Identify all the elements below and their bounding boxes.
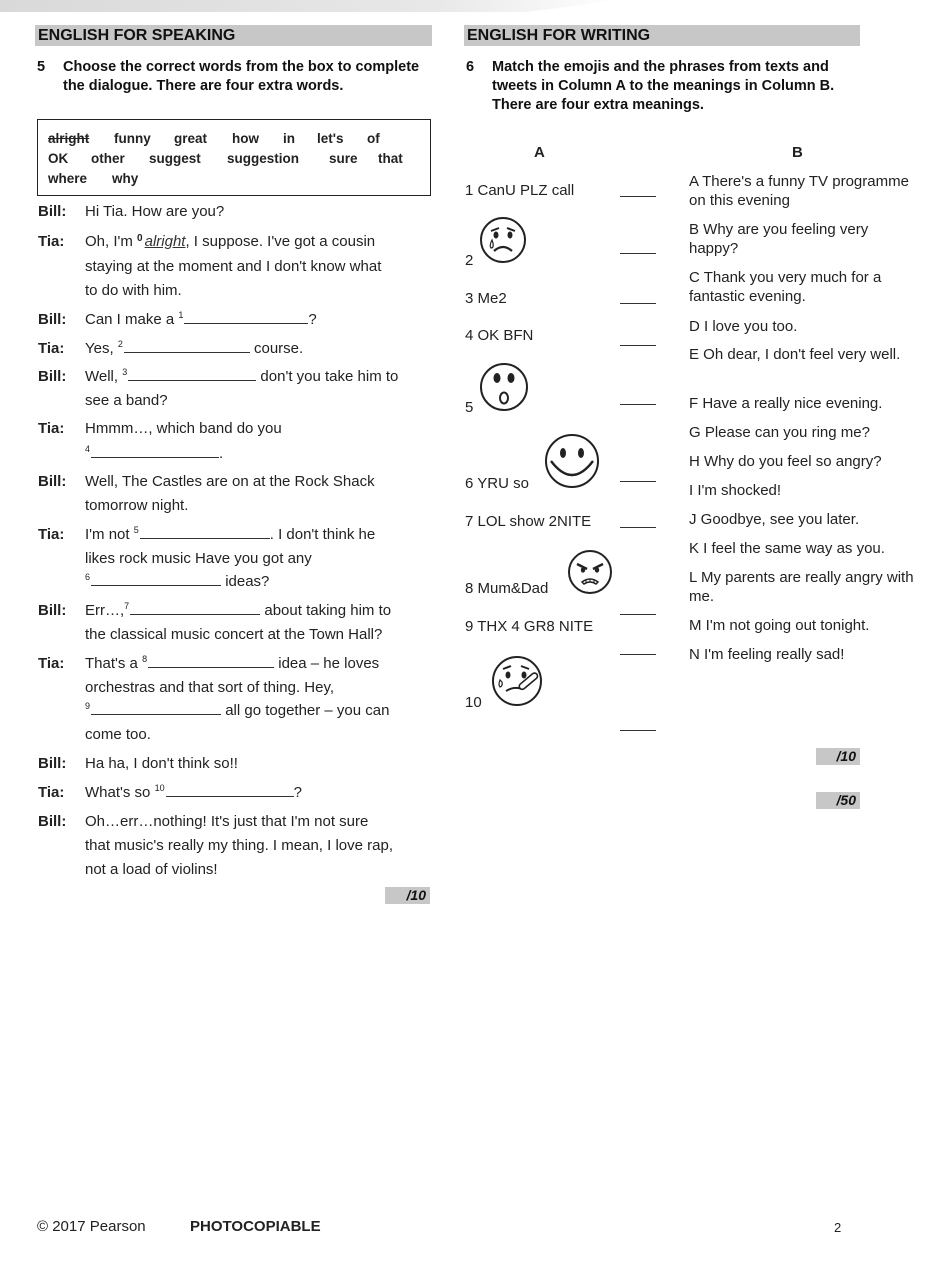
- line-text: Yes,: [85, 340, 114, 357]
- speaker-label: Bill:: [38, 311, 67, 328]
- line-text: .: [219, 445, 224, 462]
- word-box-item: why: [112, 171, 139, 186]
- match-answer-line[interactable]: [620, 253, 656, 254]
- column-b-item: D I love you too.: [689, 318, 798, 335]
- total-score-box: /50: [816, 792, 860, 809]
- dialogue-line: tomorrow night.: [85, 497, 189, 514]
- speaking-score-box: /10: [385, 887, 430, 904]
- word-box: [37, 119, 431, 196]
- match-answer-line[interactable]: [620, 303, 656, 304]
- column-a-item: 10: [465, 694, 482, 711]
- dialogue-line: see a band?: [85, 392, 168, 409]
- column-b-item: F Have a really nice evening.: [689, 395, 883, 412]
- gap-number: 8: [142, 654, 148, 664]
- answer-blank-6[interactable]: [91, 574, 221, 586]
- dialogue-line: orchestras and that sort of thing. Hey,: [85, 679, 335, 696]
- line-text: . I don't think he: [269, 526, 376, 543]
- speaker-label: Tia:: [38, 233, 65, 250]
- column-b-header: B: [792, 144, 803, 161]
- dialogue-line: staying at the moment and I don't know what: [85, 258, 382, 275]
- line-text: I'm not: [85, 526, 130, 543]
- answer-blank-8[interactable]: [148, 656, 274, 668]
- line-text: , I suppose. I've got a cousin: [185, 233, 376, 250]
- exercise-5-number: 5: [37, 59, 46, 75]
- speaker-label: Bill:: [38, 473, 67, 490]
- column-b-item: A There's a funny TV programme on this evening: [689, 173, 909, 209]
- speaker-label: Tia:: [38, 526, 65, 543]
- match-answer-line[interactable]: [620, 527, 656, 528]
- speaker-label: Bill:: [38, 203, 67, 220]
- gap-number: 10: [154, 783, 165, 793]
- line-text: ?: [293, 784, 302, 801]
- word-box-item: how: [232, 131, 259, 146]
- line-text: about taking him to: [264, 602, 392, 619]
- gap-number: 6: [85, 572, 91, 582]
- line-text: Oh, I'm: [85, 233, 133, 250]
- column-b-item: K I feel the same way as you.: [689, 540, 885, 557]
- word-box-item: OK: [48, 151, 69, 166]
- dialogue-line: the classical music concert at the Town Hall?: [85, 626, 383, 643]
- smiling-face-icon: [543, 433, 601, 489]
- speaker-label: Tia:: [38, 655, 65, 672]
- dialogue-line: [85, 784, 302, 801]
- answer-blank-1[interactable]: [184, 312, 308, 324]
- column-a-item: 4 OK BFN: [465, 327, 534, 344]
- dialogue-line: [85, 702, 389, 719]
- line-text: ?: [308, 311, 317, 328]
- column-a-item: 3 Me2: [465, 290, 507, 307]
- word-box-item: great: [174, 131, 208, 146]
- column-a-item: 1 CanU PLZ call: [465, 182, 575, 199]
- gap-number: 0: [137, 233, 143, 244]
- line-text: ideas?: [225, 573, 270, 590]
- sad-face-icon: [478, 216, 528, 264]
- column-a-item: 8 Mum&Dad: [465, 580, 549, 597]
- column-b-item: E Oh dear, I don't feel very well.: [689, 346, 901, 363]
- answer-blank-7[interactable]: [130, 603, 260, 615]
- line-text: That's a: [85, 655, 138, 672]
- column-a-item: 6 YRU so: [465, 475, 529, 492]
- word-box-item: other: [91, 151, 125, 166]
- copyright-notice: © 2017 Pearson: [37, 1218, 146, 1235]
- speaker-label: Bill:: [38, 755, 67, 772]
- gap-number: 3: [122, 367, 128, 377]
- line-text: Well,: [85, 368, 119, 385]
- speaker-label: Tia:: [38, 784, 65, 801]
- dialogue-line: [85, 445, 223, 462]
- match-answer-line[interactable]: [620, 654, 656, 655]
- word-box-item: suggest: [149, 151, 201, 166]
- column-b-item: H Why do you feel so angry?: [689, 453, 882, 470]
- word-box-item: let's: [317, 131, 344, 146]
- dialogue-line: [85, 602, 391, 619]
- column-a-item: 9 THX 4 GR8 NITE: [465, 618, 594, 635]
- word-box-item: that: [378, 151, 403, 166]
- angry-face-icon: [566, 549, 614, 595]
- writing-section-header: ENGLISH FOR WRITING: [464, 25, 860, 46]
- line-text: all go together – you can: [225, 702, 390, 719]
- column-a-item: 7 LOL show 2NITE: [465, 513, 592, 530]
- answer-blank-4[interactable]: [91, 446, 219, 458]
- dialogue-line: Hi Tia. How are you?: [85, 203, 225, 220]
- word-box-item: sure: [329, 151, 358, 166]
- speaker-label: Bill:: [38, 813, 67, 830]
- dialogue-line: not a load of violins!: [85, 861, 218, 878]
- photocopiable-label: PHOTOCOPIABLE: [190, 1218, 321, 1235]
- gap-number: 5: [133, 525, 139, 535]
- answer-blank-10[interactable]: [166, 785, 294, 797]
- column-b-item: C Thank you very much for a fantastic evening.: [689, 269, 882, 305]
- match-answer-line[interactable]: [620, 404, 656, 405]
- speaker-label: Tia:: [38, 340, 65, 357]
- answer-blank-3[interactable]: [128, 369, 256, 381]
- dialogue-line: Oh…err…nothing! It's just that I'm not sure: [85, 813, 369, 830]
- exercise-5-text: Choose the correct words from the box to complete the dialogue. There are four extra words.: [63, 59, 420, 94]
- speaker-label: Bill:: [38, 602, 67, 619]
- dialogue-line: that music's really my thing. I mean, I love rap,: [85, 837, 393, 854]
- dialogue-line: come too.: [85, 726, 151, 743]
- column-a-item: 5: [465, 399, 474, 416]
- word-box-item: funny: [114, 131, 151, 146]
- dialogue-line: [85, 233, 375, 250]
- gap-number: 9: [85, 701, 91, 711]
- dialogue-line: [85, 340, 303, 357]
- column-a-item: 2: [465, 252, 474, 269]
- gap-number: 1: [178, 310, 184, 320]
- line-text: Err…,: [85, 602, 125, 619]
- exercise-5-instruction: [37, 58, 437, 118]
- dialogue-line: [85, 311, 317, 328]
- dialogue-line: likes rock music Have you got any: [85, 550, 312, 567]
- example-answer: alright: [144, 233, 186, 250]
- dialogue-line: [85, 526, 375, 543]
- answer-blank-5[interactable]: [140, 527, 270, 539]
- word-box-item: in: [283, 131, 295, 146]
- column-b-item: M I'm not going out tonight.: [689, 617, 870, 634]
- dialogue-line: Ha ha, I don't think so!!: [85, 755, 238, 772]
- dialogue-line: [85, 573, 269, 590]
- page-number: 2: [834, 1220, 842, 1235]
- speaking-section-header: ENGLISH FOR SPEAKING: [35, 25, 432, 46]
- writing-score-box: /10: [816, 748, 860, 765]
- answer-blank-9[interactable]: [91, 703, 221, 715]
- dialogue-line: [85, 368, 398, 385]
- exercise-6-number: 6: [466, 59, 475, 75]
- speaker-label: Bill:: [38, 368, 67, 385]
- gap-number: 4: [85, 444, 91, 454]
- dialogue-line: Well, The Castles are on at the Rock Shack: [85, 473, 375, 490]
- match-answer-line[interactable]: [620, 614, 656, 615]
- answer-blank-2[interactable]: [124, 341, 250, 353]
- match-answer-line[interactable]: [620, 481, 656, 482]
- exercise-6-instruction: [466, 58, 876, 118]
- match-answer-line[interactable]: [620, 345, 656, 346]
- column-b-item: B Why are you feeling very happy?: [689, 221, 869, 257]
- column-b-item: I I'm shocked!: [689, 482, 782, 499]
- line-text: course.: [254, 340, 304, 357]
- line-text: don't you take him to: [260, 368, 399, 385]
- column-b-item: J Goodbye, see you later.: [689, 511, 860, 528]
- gap-number: 2: [117, 339, 123, 349]
- word-box-item: alright: [48, 131, 90, 146]
- top-edge-shadow: [0, 0, 620, 12]
- sick-face-icon: [488, 653, 546, 709]
- speaker-label: Tia:: [38, 420, 65, 437]
- dialogue-line: to do with him.: [85, 282, 182, 299]
- column-b-item: L My parents are really angry with me.: [689, 569, 914, 605]
- dialogue-line: [85, 655, 379, 672]
- column-b-item: N I'm feeling really sad!: [689, 646, 845, 663]
- shocked-face-icon: [478, 362, 530, 412]
- dialogue-line: Hmmm…, which band do you: [85, 420, 282, 437]
- word-box-item: of: [367, 131, 380, 146]
- column-a-header: A: [534, 144, 545, 161]
- match-answer-line[interactable]: [620, 196, 656, 197]
- word-box-item: suggestion: [227, 151, 300, 166]
- line-text: Can I make a: [85, 311, 175, 328]
- word-box-item: where: [48, 171, 88, 186]
- gap-number: 7: [124, 601, 130, 611]
- line-text: What's so: [85, 784, 151, 801]
- match-answer-line[interactable]: [620, 730, 656, 731]
- line-text: idea – he loves: [278, 655, 380, 672]
- exercise-6-text: Match the emojis and the phrases from texts and tweets in Column A to the meanings in Column B. There are four extra meanings.: [492, 59, 835, 113]
- column-b-item: G Please can you ring me?: [689, 424, 870, 441]
